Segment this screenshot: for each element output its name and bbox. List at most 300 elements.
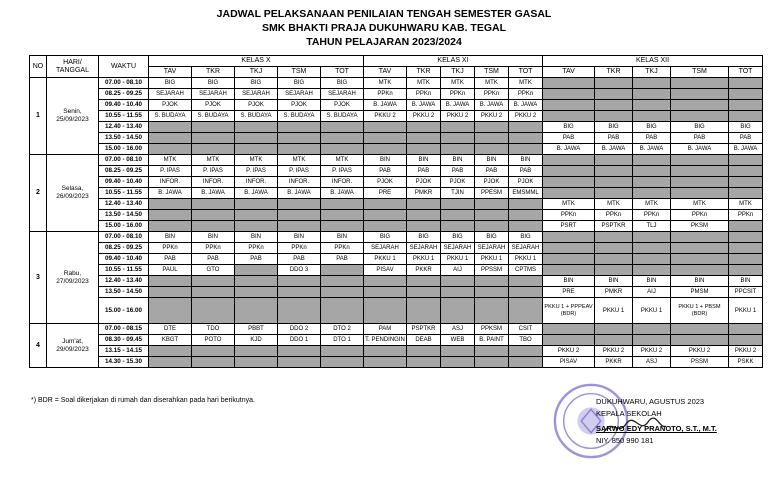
subject-cell — [407, 276, 441, 287]
subject-cell — [192, 199, 235, 210]
subject-cell — [149, 144, 192, 155]
subject-cell — [441, 276, 475, 287]
title-line-3: TAHUN PELAJARAN 2023/2024 — [306, 36, 462, 48]
subject-cell: PJOK — [192, 100, 235, 111]
subject-cell: MTK — [671, 199, 729, 210]
day-cell — [47, 232, 99, 324]
subject-cell: PKKR — [407, 265, 441, 276]
subject-cell — [235, 221, 278, 232]
subject-cell: TLJ — [633, 221, 671, 232]
subject-cell — [729, 155, 763, 166]
subject-cell: BIG — [441, 232, 475, 243]
time-slot: 07.00 - 08.10 — [99, 78, 149, 89]
subject-cell — [278, 210, 321, 221]
time-slot: 08.25 - 09.25 — [99, 89, 149, 100]
subject-cell: BIN — [149, 232, 192, 243]
subject-cell: PJOK — [407, 177, 441, 188]
subject-cell — [407, 221, 441, 232]
subject-cell — [278, 133, 321, 144]
time-slot: 09.40 - 10.40 — [99, 100, 149, 111]
subject-cell — [364, 276, 407, 287]
subject-cell — [729, 188, 763, 199]
table-row — [30, 199, 763, 210]
subject-cell — [729, 232, 763, 243]
subject-cell — [509, 210, 543, 221]
subject-cell — [543, 177, 595, 188]
table-row — [30, 298, 763, 324]
subject-cell: PAM — [364, 324, 407, 335]
subject-cell: GTO — [192, 265, 235, 276]
subject-cell: SEJARAH — [149, 89, 192, 100]
subject-cell: DDO 3 — [278, 265, 321, 276]
table-row — [30, 346, 763, 357]
subject-cell: BIN — [509, 155, 543, 166]
header-program-xii-tkj: TKJ — [633, 67, 671, 78]
subject-cell: KJD — [235, 335, 278, 346]
subject-cell — [475, 298, 509, 324]
subject-cell — [321, 298, 364, 324]
subject-cell: INFOR. — [149, 177, 192, 188]
subject-cell: PPKn — [475, 89, 509, 100]
header-day: HARI/ TANGGAL — [47, 56, 99, 78]
subject-cell: DDO 1 — [278, 335, 321, 346]
subject-cell — [633, 243, 671, 254]
table-row — [30, 254, 763, 265]
signature-nip: NIY. 850 990 181 — [596, 436, 654, 445]
subject-cell — [321, 357, 364, 368]
subject-cell — [543, 335, 595, 346]
time-slot: 13.50 - 14.50 — [99, 210, 149, 221]
subject-cell: S. BUDAYA — [278, 111, 321, 122]
time-slot: 14.30 - 15.30 — [99, 357, 149, 368]
subject-cell — [729, 100, 763, 111]
subject-cell: BIN — [633, 276, 671, 287]
subject-cell: PKKU 1 — [364, 254, 407, 265]
subject-cell: KBGT — [149, 335, 192, 346]
time-slot: 12.40 - 13.40 — [99, 122, 149, 133]
subject-cell — [364, 144, 407, 155]
subject-cell: PAB — [671, 133, 729, 144]
header-program-xi-tkj: TKJ — [441, 67, 475, 78]
subject-cell — [407, 287, 441, 298]
subject-cell: S. BUDAYA — [321, 111, 364, 122]
subject-cell: SEJARAH — [321, 89, 364, 100]
header-program-x-tsm: TSM — [278, 67, 321, 78]
title-line-2: SMK BHAKTI PRAJA DUKUHWARU KAB. TEGAL — [261, 22, 507, 34]
subject-cell: BIN — [192, 232, 235, 243]
subject-cell: AIJ — [633, 287, 671, 298]
table-row — [30, 166, 763, 177]
subject-cell — [441, 122, 475, 133]
table-row — [30, 324, 763, 335]
subject-cell: PISAV — [364, 265, 407, 276]
subject-cell — [633, 232, 671, 243]
subject-cell: PAB — [441, 166, 475, 177]
subject-cell: PPKn — [149, 243, 192, 254]
subject-cell — [441, 133, 475, 144]
subject-cell: PKKU 2 — [441, 111, 475, 122]
header-program-x-tkj: TKJ — [235, 67, 278, 78]
subject-cell — [633, 254, 671, 265]
subject-cell: B. JAWA — [595, 144, 633, 155]
subject-cell: BIG — [595, 122, 633, 133]
day-date: 27/09/2023 — [56, 277, 89, 285]
subject-cell: PPKn — [729, 210, 763, 221]
subject-cell: POTO — [192, 335, 235, 346]
subject-cell: TJIN — [441, 188, 475, 199]
day-cell — [47, 324, 99, 368]
subject-cell — [149, 199, 192, 210]
subject-cell: BIN — [235, 232, 278, 243]
subject-cell: PISAV — [543, 357, 595, 368]
subject-cell: INFOR. — [235, 177, 278, 188]
subject-cell — [671, 155, 729, 166]
day-cell — [47, 78, 99, 155]
subject-cell: PPKn — [364, 89, 407, 100]
subject-cell: PAB — [729, 133, 763, 144]
subject-cell — [633, 100, 671, 111]
subject-cell — [321, 287, 364, 298]
subject-cell: MTK — [509, 78, 543, 89]
subject-cell — [671, 111, 729, 122]
subject-cell — [595, 155, 633, 166]
subject-cell — [364, 357, 407, 368]
subject-cell — [475, 199, 509, 210]
subject-cell — [407, 133, 441, 144]
subject-cell — [543, 78, 595, 89]
subject-cell — [671, 324, 729, 335]
subject-cell — [671, 265, 729, 276]
subject-cell: CSIT — [509, 324, 543, 335]
subject-cell — [278, 287, 321, 298]
subject-cell: B. JAWA — [543, 144, 595, 155]
table-row — [30, 357, 763, 368]
subject-cell: BIG — [278, 78, 321, 89]
subject-cell: PMKR — [407, 188, 441, 199]
subject-cell — [235, 122, 278, 133]
subject-cell: PPKn — [543, 210, 595, 221]
subject-cell — [278, 298, 321, 324]
day-name: Rabu, — [63, 269, 82, 277]
subject-cell — [278, 276, 321, 287]
subject-cell — [671, 166, 729, 177]
table-row — [30, 122, 763, 133]
header-kelas-x: KELAS X — [149, 56, 364, 67]
subject-cell: PJOK — [364, 177, 407, 188]
subject-cell: BIN — [595, 276, 633, 287]
subject-cell — [475, 276, 509, 287]
subject-cell — [321, 144, 364, 155]
time-slot: 15.00 - 16.00 — [99, 298, 149, 324]
subject-cell — [671, 232, 729, 243]
subject-cell: B. JAWA — [633, 144, 671, 155]
subject-cell — [364, 199, 407, 210]
subject-cell: BIN — [364, 155, 407, 166]
subject-cell: INFOR. — [278, 177, 321, 188]
subject-cell — [671, 243, 729, 254]
subject-cell: PAB — [149, 254, 192, 265]
subject-cell — [364, 346, 407, 357]
table-row — [30, 100, 763, 111]
subject-cell — [543, 188, 595, 199]
table-row — [30, 276, 763, 287]
subject-cell: PAB — [364, 166, 407, 177]
subject-cell: B. JAWA — [364, 100, 407, 111]
subject-cell — [595, 324, 633, 335]
header-program-x-tot: TOT — [321, 67, 364, 78]
subject-cell — [364, 210, 407, 221]
subject-cell — [633, 265, 671, 276]
subject-cell — [235, 210, 278, 221]
subject-cell — [509, 287, 543, 298]
subject-cell: PSSM — [671, 357, 729, 368]
time-slot: 12.40 - 13.40 — [99, 276, 149, 287]
subject-cell — [595, 232, 633, 243]
footnote: *) BDR = Soal dikerjakan di rumah dan diserahkan pada hari berikutnya. — [31, 397, 255, 404]
exam-schedule-table — [29, 55, 763, 368]
subject-cell: INFOR. — [321, 177, 364, 188]
subject-cell: B. JAWA — [671, 144, 729, 155]
subject-cell: BIG — [407, 232, 441, 243]
subject-cell — [149, 221, 192, 232]
subject-cell — [595, 335, 633, 346]
subject-cell: PPKn — [321, 243, 364, 254]
subject-cell: CPTMS — [509, 265, 543, 276]
day-number: 3 — [30, 232, 47, 324]
subject-cell — [192, 298, 235, 324]
subject-cell: BIN — [441, 155, 475, 166]
subject-cell: PKKU 1 — [441, 254, 475, 265]
subject-cell — [235, 287, 278, 298]
subject-cell — [509, 221, 543, 232]
subject-cell: BIN — [321, 232, 364, 243]
subject-cell: B. JAWA — [407, 100, 441, 111]
subject-cell — [149, 346, 192, 357]
subject-cell: SEJARAH — [192, 89, 235, 100]
day-name: Jum'at, — [62, 337, 83, 345]
subject-cell — [407, 199, 441, 210]
table-row — [30, 210, 763, 221]
time-slot: 07.00 - 08.10 — [99, 232, 149, 243]
time-slot: 09.40 - 10.40 — [99, 177, 149, 188]
subject-cell: PKKU 2 — [543, 346, 595, 357]
subject-cell: PAB — [192, 254, 235, 265]
subject-cell — [475, 133, 509, 144]
subject-cell: BIG — [671, 122, 729, 133]
subject-cell — [543, 254, 595, 265]
subject-cell: MTK — [543, 199, 595, 210]
subject-cell: MTK — [278, 155, 321, 166]
subject-cell: BIG — [235, 78, 278, 89]
subject-cell — [671, 177, 729, 188]
subject-cell — [149, 210, 192, 221]
subject-cell — [321, 346, 364, 357]
subject-cell — [235, 265, 278, 276]
subject-cell: PPKn — [671, 210, 729, 221]
subject-cell: SEJARAH — [441, 243, 475, 254]
subject-cell — [475, 221, 509, 232]
subject-cell — [509, 298, 543, 324]
time-slot: 10.55 - 11.55 — [99, 265, 149, 276]
time-slot: 08.25 - 09.25 — [99, 166, 149, 177]
subject-cell: PAB — [235, 254, 278, 265]
subject-cell — [321, 210, 364, 221]
subject-cell — [671, 78, 729, 89]
time-slot: 10.55 - 11.55 — [99, 111, 149, 122]
subject-cell: PJOK — [475, 177, 509, 188]
subject-cell: PKKU 1 — [729, 298, 763, 324]
table-row — [30, 144, 763, 155]
subject-cell: PKKU 2 — [671, 346, 729, 357]
subject-cell — [364, 133, 407, 144]
day-number: 1 — [30, 78, 47, 155]
table-row — [30, 177, 763, 188]
subject-cell: PPKn — [595, 210, 633, 221]
subject-cell: EMSMML — [509, 188, 543, 199]
subject-cell — [633, 335, 671, 346]
subject-cell — [671, 188, 729, 199]
subject-cell: SEJARAH — [509, 243, 543, 254]
subject-cell — [441, 144, 475, 155]
subject-cell — [441, 210, 475, 221]
time-slot: 10.55 - 11.55 — [99, 188, 149, 199]
subject-cell — [509, 199, 543, 210]
subject-cell: PKKU 2 — [729, 346, 763, 357]
subject-cell: PKSM — [671, 221, 729, 232]
subject-cell: PJOK — [235, 100, 278, 111]
subject-cell — [278, 346, 321, 357]
subject-cell: PPESM — [475, 188, 509, 199]
subject-cell — [475, 287, 509, 298]
subject-cell: PPKn — [441, 89, 475, 100]
subject-cell — [595, 111, 633, 122]
subject-cell: SEJARAH — [475, 243, 509, 254]
subject-cell: BIN — [671, 276, 729, 287]
subject-cell: PPKSM — [475, 324, 509, 335]
header-program-xii-tsm: TSM — [671, 67, 729, 78]
subject-cell: B. JAWA — [192, 188, 235, 199]
subject-cell: B. JAWA — [321, 188, 364, 199]
subject-cell: MTK — [633, 199, 671, 210]
subject-cell: PPKn — [509, 89, 543, 100]
signature-name: SARWO EDY PRANOTO, S.T., M.T. — [596, 424, 717, 433]
subject-cell: PAB — [475, 166, 509, 177]
subject-cell — [633, 155, 671, 166]
subject-cell — [149, 276, 192, 287]
subject-cell — [321, 221, 364, 232]
subject-cell: PJOK — [149, 100, 192, 111]
header-program-xi-tkr: TKR — [407, 67, 441, 78]
subject-cell — [407, 122, 441, 133]
subject-cell — [192, 276, 235, 287]
subject-cell: MTK — [407, 78, 441, 89]
subject-cell: MTK — [475, 78, 509, 89]
subject-cell: B. JAWA — [729, 144, 763, 155]
subject-cell — [595, 78, 633, 89]
subject-cell: PMKR — [595, 287, 633, 298]
subject-cell — [633, 177, 671, 188]
subject-cell: BIG — [543, 122, 595, 133]
subject-cell: WEB — [441, 335, 475, 346]
subject-cell — [407, 144, 441, 155]
subject-cell: TBO — [509, 335, 543, 346]
subject-cell — [475, 210, 509, 221]
subject-cell — [441, 298, 475, 324]
day-number: 4 — [30, 324, 47, 368]
subject-cell — [407, 357, 441, 368]
subject-cell: SEJARAH — [364, 243, 407, 254]
subject-cell: B. JAWA — [278, 188, 321, 199]
subject-cell: ASJ — [633, 357, 671, 368]
subject-cell: PKKU 2 — [509, 111, 543, 122]
subject-cell — [475, 144, 509, 155]
header-program-xi-tav: TAV — [364, 67, 407, 78]
time-slot: 07.00 - 08.15 — [99, 324, 149, 335]
subject-cell — [543, 166, 595, 177]
subject-cell — [509, 346, 543, 357]
subject-cell: BIG — [364, 232, 407, 243]
subject-cell: S. BUDAYA — [149, 111, 192, 122]
subject-cell — [633, 188, 671, 199]
subject-cell — [278, 122, 321, 133]
subject-cell — [543, 265, 595, 276]
subject-cell: PPKn — [192, 243, 235, 254]
subject-cell — [235, 276, 278, 287]
subject-cell: PPKn — [407, 89, 441, 100]
subject-cell: PKKU 1 — [595, 298, 633, 324]
subject-cell: MTK — [364, 78, 407, 89]
subject-cell — [149, 287, 192, 298]
subject-cell — [633, 324, 671, 335]
subject-cell: PAB — [543, 133, 595, 144]
time-slot: 15.00 - 16.00 — [99, 221, 149, 232]
time-slot: 09.40 - 10.40 — [99, 254, 149, 265]
subject-cell: PKKU 1 — [407, 254, 441, 265]
subject-cell — [364, 287, 407, 298]
header-kelas-xi: KELAS XI — [364, 56, 543, 67]
subject-cell — [192, 122, 235, 133]
subject-cell: BIG — [149, 78, 192, 89]
time-slot: 13.50 - 14.50 — [99, 287, 149, 298]
subject-cell: DTE — [149, 324, 192, 335]
time-slot: 08.25 - 09.25 — [99, 243, 149, 254]
subject-cell: PSRT — [543, 221, 595, 232]
subject-cell — [364, 122, 407, 133]
subject-cell: BIN — [278, 232, 321, 243]
time-slot: 13.15 - 14.15 — [99, 346, 149, 357]
subject-cell — [441, 357, 475, 368]
subject-cell — [441, 221, 475, 232]
subject-cell — [235, 357, 278, 368]
subject-cell: PKKU 2 — [633, 346, 671, 357]
subject-cell — [509, 357, 543, 368]
subject-cell: SEJARAH — [407, 243, 441, 254]
subject-cell — [278, 144, 321, 155]
subject-cell: PSKK — [729, 357, 763, 368]
subject-cell — [235, 346, 278, 357]
subject-cell — [192, 133, 235, 144]
subject-cell — [543, 155, 595, 166]
subject-cell: B. JAWA — [235, 188, 278, 199]
subject-cell — [235, 144, 278, 155]
table-row — [30, 133, 763, 144]
subject-cell — [192, 221, 235, 232]
subject-cell — [595, 166, 633, 177]
header-kelas-xii: KELAS XII — [543, 56, 763, 67]
subject-cell: B. JAWA — [149, 188, 192, 199]
subject-cell — [509, 144, 543, 155]
subject-cell — [321, 199, 364, 210]
